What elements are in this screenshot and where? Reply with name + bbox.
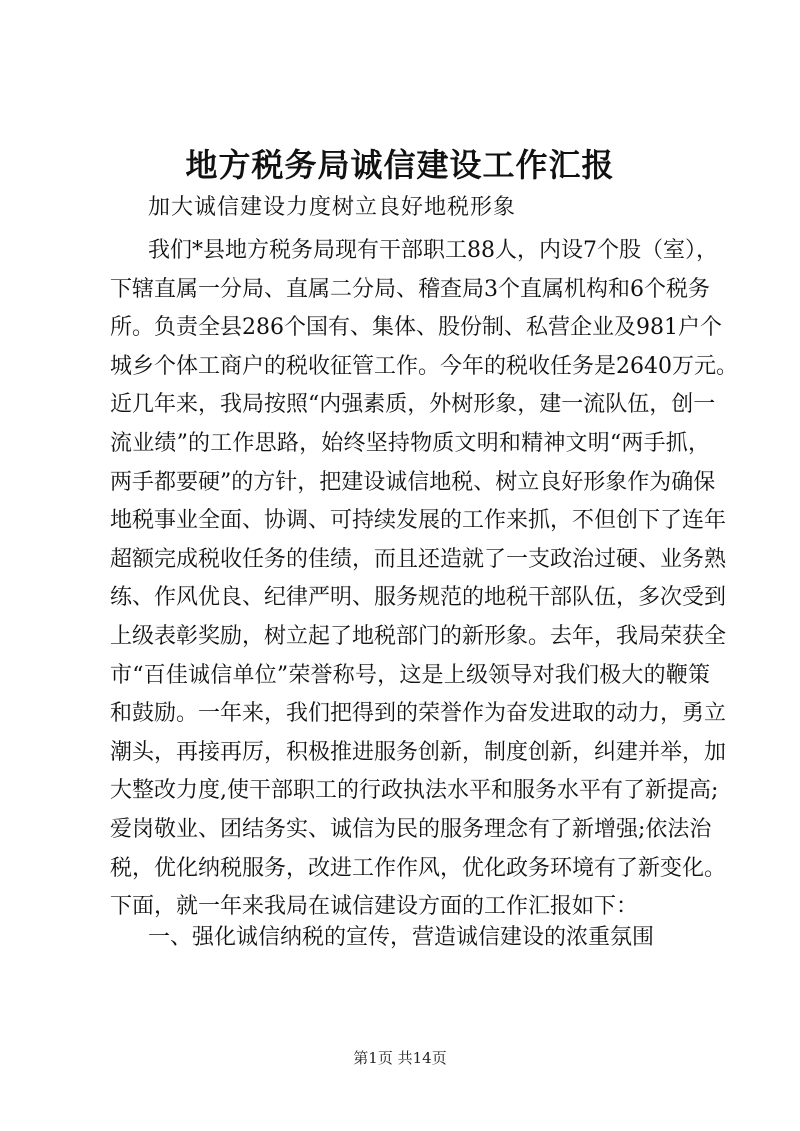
paragraph-line: 城乡个体工商户的税收征管工作。今年的税收任务是2640万元。	[110, 353, 738, 379]
paragraph-line: 超额完成税收任务的佳绩，而且还造就了一支政治过硬、业务熟	[110, 546, 727, 572]
paragraph-line: 爱岗敬业、团结务实、诚信为民的服务理念有了新增强;依法治	[110, 817, 712, 842]
page-title: 地方税务局诚信建设工作汇报	[185, 146, 615, 184]
paragraph-line: 市“百佳诚信单位”荣誉称号，这是上级领导对我们极大的鞭策	[110, 662, 710, 688]
paragraph-line: 潮头，再接再厉，积极推进服务创新，制度创新，纠建并举，加	[110, 739, 727, 765]
paragraph-line: 上级表彰奖励，树立起了地税部门的新形象。去年，我局荣获全	[110, 624, 727, 649]
paragraph-line: 我们*县地方税务局现有干部职工88人，内设7个股（室），	[148, 238, 718, 263]
paragraph-line: 大整改力度,使干部职工的行政执法水平和服务水平有了新提高;	[110, 778, 719, 804]
paragraph-line: 近几年来，我局按照“内强素质，外树形象，建一流队伍，创一	[110, 392, 716, 418]
page-footer: 第1页 共14页	[353, 1049, 447, 1067]
section-heading: 一、强化诚信纳税的宣传，营造诚信建设的浓重氛围	[148, 925, 655, 950]
subtitle: 加大诚信建设力度树立良好地税形象	[148, 195, 517, 220]
paragraph-line: 所。负责全县286个国有、集体、股份制、私营企业及981户个	[110, 315, 722, 341]
paragraph-line: 下辖直属一分局、直属二分局、稽查局3个直属机构和6个税务	[110, 276, 710, 302]
paragraph-line: 地税事业全面、协调、可持续发展的工作来抓，不但创下了连年	[110, 508, 727, 534]
paragraph-line: 流业绩”的工作思路，始终坚持物质文明和精神文明“两手抓，	[110, 431, 710, 456]
paragraph-line: 两手都要硬”的方针，把建设诚信地税、树立良好形象作为确保	[110, 469, 716, 495]
paragraph-line: 和鼓励。一年来，我们把得到的荣誉作为奋发进取的动力，勇立	[110, 701, 727, 727]
paragraph-line: 下面，就一年来我局在诚信建设方面的工作汇报如下：	[110, 894, 639, 920]
paragraph-line: 练、作风优良、纪律严明、服务规范的地税干部队伍，多次受到	[110, 585, 727, 611]
paragraph-line: 税，优化纳税服务，改进工作作风，优化政务环境有了新变化。	[110, 855, 727, 881]
